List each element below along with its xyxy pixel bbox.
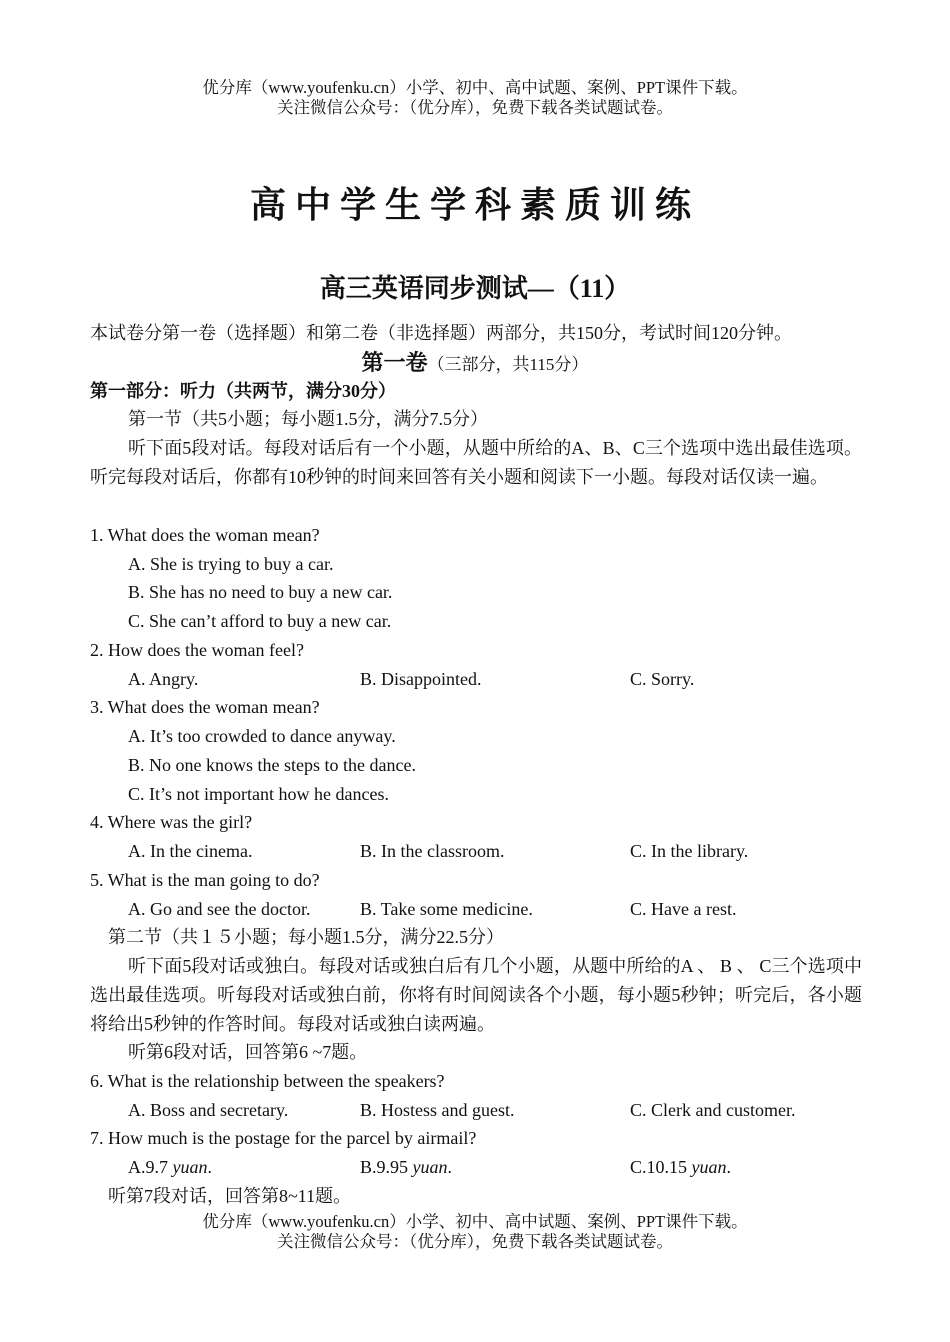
q7-option-b-value: B.9.95 [360, 1157, 409, 1177]
volume-name: 第一卷 [361, 350, 428, 375]
test-subtitle: 高三英语同步测试—（11） [319, 274, 631, 303]
q3-option-b: B. No one knows the steps to the dance. [128, 755, 416, 775]
header-line-2: 关注微信公众号：（优分库），免费下载各类试题试卷。 [277, 98, 673, 117]
q7-option-b-dot: . [447, 1157, 453, 1177]
q7-option-c-dot: . [726, 1157, 732, 1177]
q3-option-a: A. It’s too crowded to dance anyway. [128, 726, 396, 746]
q4-option-b: B. In the classroom. [360, 841, 505, 861]
q3-option-c: C. It’s not important how he dances. [128, 784, 389, 804]
question-4: 4. Where was the girl? [90, 812, 253, 832]
q7-option-b-unit: yuan [412, 1157, 448, 1177]
q1-option-b: B. She has no need to buy a new car. [128, 582, 393, 602]
question-6: 6. What is the relationship between the speakers? [90, 1071, 445, 1091]
q7-option-a [128, 1153, 212, 1182]
q7-option-c-unit: yuan [691, 1157, 727, 1177]
q5-option-c: C. Have a rest. [630, 899, 737, 919]
test-intro: 本试卷分第一卷（选择题）和第二卷（非选择题）两部分，共150分，考试时间120分钟。 [90, 323, 792, 343]
question-1: 1. What does the woman mean? [90, 525, 320, 545]
page-title: 高中学生学科素质训练 [249, 185, 700, 226]
q4-option-c: C. In the library. [630, 841, 749, 861]
listen-instruction-7: 听第7段对话，回答第8~11题。 [108, 1186, 352, 1206]
q7-option-c [630, 1153, 731, 1182]
header-line-1: 优分库（www.youfenku.cn）小学、初中、高中试题、案例、PPT课件下载。 [202, 78, 748, 97]
question-7: 7. How much is the postage for the parcel by airmail? [90, 1128, 477, 1148]
q7-option-a-value: A.9.7 [128, 1157, 168, 1177]
q7-option-a-unit: yuan [172, 1157, 208, 1177]
q5-option-b: B. Take some medicine. [360, 899, 533, 919]
section1-instructions: 听下面5段对话。每段对话后有一个小题，从题中所给的A、B、C三个选项中选出最佳选项。听完每段对话后，你都有10秒钟的时间来回答有关小题和阅读下一小题。每段对话仅读一遍。 [90, 438, 862, 487]
part1-heading: 第一部分：听力（共两节，满分30分） [90, 381, 396, 401]
q2-option-c: C. Sorry. [630, 669, 695, 689]
question-3: 3. What does the woman mean? [90, 697, 320, 717]
q1-option-c: C. She can’t afford to buy a new car. [128, 611, 392, 631]
footer-line-2: 关注微信公众号：（优分库），免费下载各类试题试卷。 [277, 1232, 673, 1251]
q7-option-a-dot: . [207, 1157, 212, 1177]
question-5: 5. What is the man going to do? [90, 870, 320, 890]
q2-option-b: B. Disappointed. [360, 669, 482, 689]
q7-option-c-value: C.10.15 [630, 1157, 688, 1177]
volume-heading [0, 348, 950, 379]
section1-heading: 第一节（共5小题；每小题1.5分，满分7.5分） [128, 409, 488, 429]
section2-instructions: 听下面5段对话或独白。每段对话或独白后有几个小题，从题中所给的A 、 B 、 C三个选项中选出最佳选项。听每段对话或独白前，你将有时间阅读各个小题，每小题5秒钟；听完后，各小题将给出5秒钟的作答时间。每段对话或独白读两遍。 [90, 956, 862, 1034]
footer-line-1: 优分库（www.youfenku.cn）小学、初中、高中试题、案例、PPT课件下载。 [202, 1212, 748, 1231]
section2-heading: 第二节（共１５小题；每小题1.5分，满分22.5分） [108, 927, 504, 947]
q6-option-a: A. Boss and secretary. [128, 1100, 289, 1120]
q1-option-a: A. She is trying to buy a car. [128, 554, 334, 574]
q5-option-a: A. Go and see the doctor. [128, 899, 311, 919]
q7-option-b [360, 1153, 452, 1182]
volume-note: （三部分，共115分） [427, 355, 589, 374]
listen-instruction-6: 听第6段对话，回答第6 ~7题。 [128, 1042, 368, 1062]
q2-option-a: A. Angry. [128, 669, 199, 689]
q4-option-a: A. In the cinema. [128, 841, 253, 861]
q6-option-c: C. Clerk and customer. [630, 1100, 796, 1120]
question-2: 2. How does the woman feel? [90, 640, 304, 660]
q6-option-b: B. Hostess and guest. [360, 1100, 515, 1120]
